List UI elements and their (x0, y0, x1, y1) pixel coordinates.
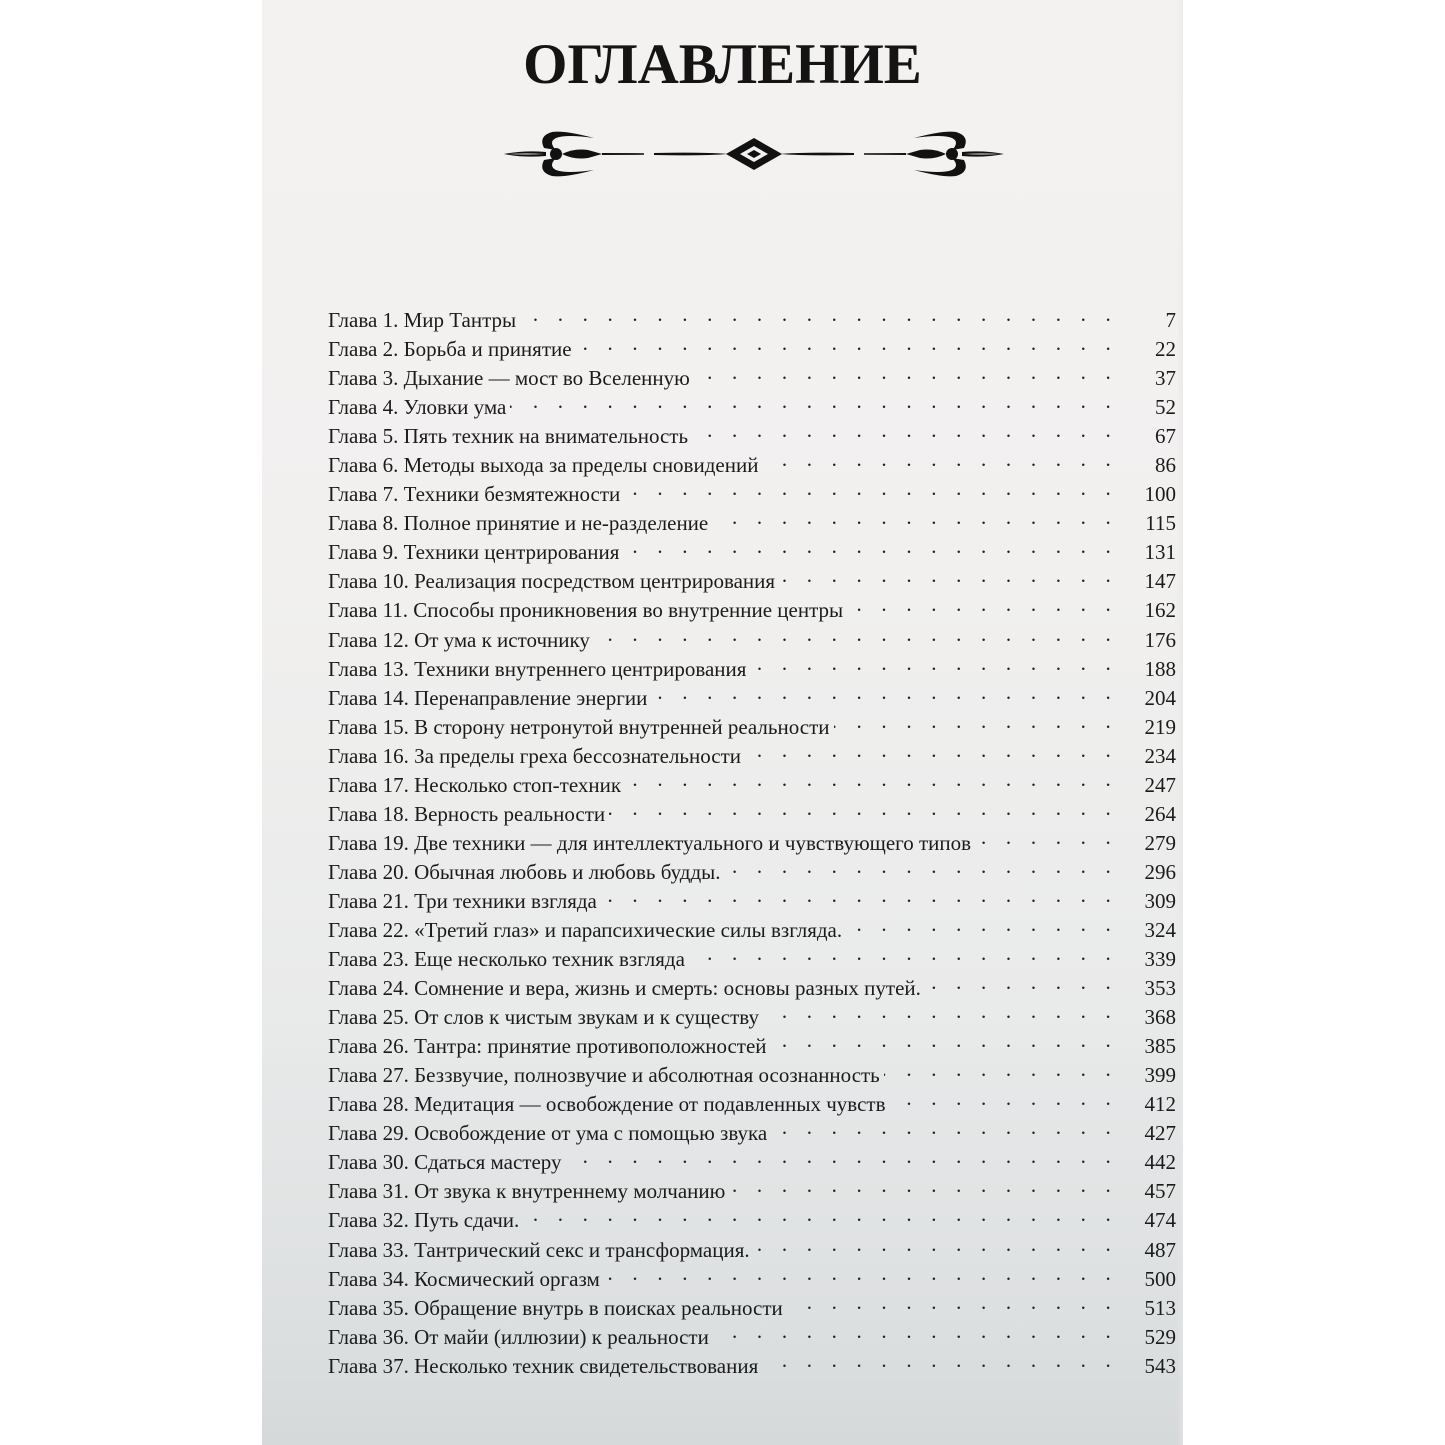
toc-entry-title: Глава 6. Методы выхода за пределы сновидений (328, 453, 759, 478)
toc-entry-title: Глава 10. Реализация посредством центрирования (328, 569, 776, 594)
toc-entry-page-number: 385 (1144, 1034, 1176, 1059)
dot-leader (762, 452, 1118, 472)
toc-entry-title: Глава 3. Дыхание — мост во Вселенную (328, 366, 690, 391)
toc-entry-page-number: 67 (1155, 424, 1176, 449)
toc-entry[interactable] (328, 1032, 1176, 1061)
dot-leader (725, 859, 1118, 879)
toc-entry-title: Глава 31. От звука к внутреннему молчанию (328, 1179, 726, 1204)
toc-entry[interactable] (328, 771, 1176, 800)
toc-entry-title: Глава 15. В сторону нетронутой внутренней реальности (328, 714, 830, 739)
toc-entry-title: Глава 2. Борьба и принятие (328, 337, 572, 362)
toc-entry[interactable] (328, 1294, 1176, 1323)
toc-entry-page-number: 474 (1144, 1208, 1176, 1233)
toc-entry-page-number: 162 (1144, 598, 1176, 623)
toc-entry-title: Глава 13. Техники внутреннего центрирования (328, 656, 747, 681)
toc-entry[interactable] (328, 858, 1176, 887)
toc-entry-title: Глава 34. Космический оргазм (328, 1266, 600, 1291)
toc-entry-page-number: 412 (1144, 1092, 1176, 1117)
toc-entry-title: Глава 1. Мир Тантры (328, 308, 517, 332)
toc-entry-page-number: 22 (1155, 337, 1176, 362)
toc-entry-title: Глава 26. Тантра: принятие противоположностей (328, 1034, 767, 1059)
toc-entry-page-number: 309 (1144, 888, 1176, 913)
toc-entry[interactable] (328, 567, 1176, 596)
toc-entry-page-number: 219 (1144, 714, 1176, 739)
toc-entry-title: Глава 30. Сдаться мастеру (328, 1150, 562, 1175)
toc-entry-page-number: 176 (1144, 627, 1176, 652)
dot-leader (604, 1266, 1118, 1286)
dot-leader (523, 1207, 1118, 1227)
dot-leader (884, 1062, 1118, 1082)
toc-entry-title: Глава 23. Еще несколько техник взгляда (328, 947, 685, 972)
toc-entry[interactable] (328, 393, 1176, 422)
table-of-contents (328, 306, 1176, 1381)
toc-entry[interactable] (328, 1148, 1176, 1177)
toc-entry-title: Глава 20. Обычная любовь и любовь будды. (328, 859, 721, 884)
toc-entry[interactable] (328, 887, 1176, 916)
toc-entry-page-number: 234 (1144, 743, 1176, 768)
toc-entry-title: Глава 27. Беззвучие, полнозвучие и абсолютная осознанность (328, 1063, 880, 1088)
dot-leader (779, 568, 1118, 588)
toc-entry[interactable] (328, 800, 1176, 829)
toc-entry-page-number: 264 (1144, 801, 1176, 826)
toc-entry[interactable] (328, 422, 1176, 451)
toc-entry-title: Глава 22. «Третий глаз» и парапсихические силы взгляда. (328, 917, 843, 942)
toc-entry-title: Глава 17. Несколько стоп-техник (328, 772, 622, 797)
toc-entry[interactable] (328, 684, 1176, 713)
toc-entry[interactable] (328, 1206, 1176, 1235)
toc-entry-title: Глава 28. Медитация — освобождение от подавленных чувств (328, 1092, 886, 1117)
toc-entry[interactable] (328, 713, 1176, 742)
toc-entry[interactable] (328, 1236, 1176, 1265)
dot-leader (625, 772, 1118, 792)
toc-entry[interactable] (328, 364, 1176, 393)
toc-entry-page-number: 487 (1144, 1237, 1176, 1262)
toc-entry-page-number: 37 (1155, 366, 1176, 391)
toc-entry[interactable] (328, 945, 1176, 974)
toc-entry[interactable] (328, 1119, 1176, 1148)
dot-leader (651, 685, 1118, 705)
toc-entry-title: Глава 19. Две техники — для интеллектуального и чувствующего типов (328, 830, 972, 855)
toc-entry[interactable] (328, 1323, 1176, 1352)
page-title: ОГЛАВЛЕНИЕ (523, 33, 922, 96)
dot-leader (750, 656, 1118, 676)
toc-entry-title: Глава 21. Три техники взгляда (328, 888, 597, 913)
toc-entry-page-number: 427 (1144, 1121, 1176, 1146)
toc-entry[interactable] (328, 626, 1176, 655)
dot-leader (771, 1033, 1118, 1053)
toc-entry[interactable] (328, 1090, 1176, 1119)
toc-entry[interactable] (328, 480, 1176, 509)
toc-entry[interactable] (328, 538, 1176, 567)
dot-leader (787, 1295, 1118, 1315)
toc-entry-page-number: 86 (1155, 453, 1176, 478)
toc-entry-page-number: 368 (1144, 1005, 1176, 1030)
toc-entry-page-number: 442 (1144, 1150, 1176, 1175)
toc-entry[interactable] (328, 916, 1176, 945)
dot-leader (890, 1091, 1119, 1111)
dot-leader (692, 423, 1118, 443)
toc-entry-page-number: 204 (1144, 685, 1176, 710)
dot-leader (689, 946, 1118, 966)
dot-leader (520, 307, 1118, 327)
dot-leader (729, 1178, 1118, 1198)
toc-entry-page-number: 52 (1155, 395, 1176, 420)
toc-entry-page-number: 115 (1145, 511, 1176, 536)
toc-entry[interactable] (328, 1352, 1176, 1381)
toc-entry-page-number: 100 (1144, 482, 1176, 507)
dot-leader (754, 1237, 1118, 1257)
toc-entry-page-number: 296 (1144, 859, 1176, 884)
dot-leader (566, 1149, 1118, 1169)
dot-leader (745, 743, 1118, 763)
toc-entry-title: Глава 29. Освобождение от ума с помощью звука (328, 1121, 768, 1146)
dot-leader (975, 830, 1118, 850)
dot-leader (510, 394, 1118, 414)
toc-entry-title: Глава 12. От ума к источнику (328, 627, 590, 652)
dot-leader (762, 1353, 1118, 1373)
toc-entry-title: Глава 33. Тантрический секс и трансформация. (328, 1237, 750, 1262)
toc-entry-title: Глава 14. Перенаправление энергии (328, 685, 648, 710)
toc-entry[interactable] (328, 1061, 1176, 1090)
toc-entry-page-number: 147 (1144, 569, 1176, 594)
toc-entry-title: Глава 18. Верность реальности (328, 801, 606, 826)
toc-entry-page-number: 7 (1165, 308, 1176, 332)
toc-entry-title: Глава 35. Обращение внутрь в поисках реальности (328, 1295, 783, 1320)
dot-leader (601, 888, 1118, 908)
toc-entry-page-number: 543 (1144, 1353, 1176, 1378)
toc-entry-title: Глава 5. Пять техник на внимательность (328, 424, 689, 449)
toc-entry[interactable] (328, 451, 1176, 480)
toc-entry[interactable] (328, 974, 1176, 1003)
toc-entry[interactable] (328, 742, 1176, 771)
toc-entry-title: Глава 32. Путь сдачи. (328, 1208, 520, 1233)
toc-entry[interactable] (328, 829, 1176, 858)
toc-entry-page-number: 457 (1144, 1179, 1176, 1204)
dot-leader (623, 539, 1118, 559)
toc-entry-title: Глава 11. Способы проникновения во внутренние центры (328, 598, 844, 623)
dot-leader (576, 336, 1118, 356)
toc-entry-page-number: 353 (1144, 976, 1176, 1001)
toc-entry[interactable] (328, 655, 1176, 684)
toc-entry-page-number: 339 (1144, 947, 1176, 972)
toc-entry-page-number: 399 (1144, 1063, 1176, 1088)
toc-entry-title: Глава 4. Уловки ума (328, 395, 507, 420)
toc-entry[interactable] (328, 1003, 1176, 1032)
toc-entry[interactable] (328, 509, 1176, 538)
dot-leader (846, 917, 1118, 937)
dot-leader (609, 801, 1118, 821)
dot-leader (834, 714, 1119, 734)
dot-leader (847, 597, 1118, 617)
toc-entry-title: Глава 24. Сомнение и вера, жизнь и смерть: основы разных путей. (328, 976, 921, 1001)
toc-entry[interactable] (328, 1177, 1176, 1206)
toc-entry-title: Глава 16. За пределы греха бессознательности (328, 743, 741, 768)
dot-leader (763, 1004, 1118, 1024)
dot-leader (771, 1120, 1118, 1140)
toc-entry-title: Глава 25. От слов к чистым звукам и к существу (328, 1005, 759, 1030)
toc-entry-page-number: 500 (1144, 1266, 1176, 1291)
toc-entry-title: Глава 7. Техники безмятежности (328, 482, 621, 507)
toc-entry-page-number: 529 (1144, 1324, 1176, 1349)
dot-leader (594, 627, 1118, 647)
toc-entry-page-number: 513 (1144, 1295, 1176, 1320)
toc-entry-title: Глава 36. От майи (иллюзии) к реальности (328, 1324, 709, 1349)
dot-leader (713, 1324, 1118, 1344)
decorative-divider-ornament-icon (504, 126, 1004, 182)
toc-entry-page-number: 279 (1144, 830, 1176, 855)
toc-entry[interactable] (328, 596, 1176, 625)
toc-entry[interactable] (328, 1265, 1176, 1294)
toc-entry-page-number: 188 (1144, 656, 1176, 681)
dot-leader (925, 975, 1118, 995)
toc-entry-title: Глава 9. Техники центрирования (328, 540, 620, 565)
book-page (262, 0, 1183, 1445)
toc-entry-title: Глава 8. Полное принятие и не-разделение (328, 511, 709, 536)
toc-entry-title: Глава 37. Несколько техник свидетельствования (328, 1353, 759, 1378)
dot-leader (712, 510, 1118, 530)
toc-entry-page-number: 131 (1144, 540, 1176, 565)
toc-entry-page-number: 324 (1144, 917, 1176, 942)
dot-leader (694, 365, 1118, 385)
toc-entry-page-number: 247 (1144, 772, 1176, 797)
toc-entry[interactable] (328, 335, 1176, 364)
toc-entry[interactable] (328, 306, 1176, 335)
dot-leader (624, 481, 1118, 501)
